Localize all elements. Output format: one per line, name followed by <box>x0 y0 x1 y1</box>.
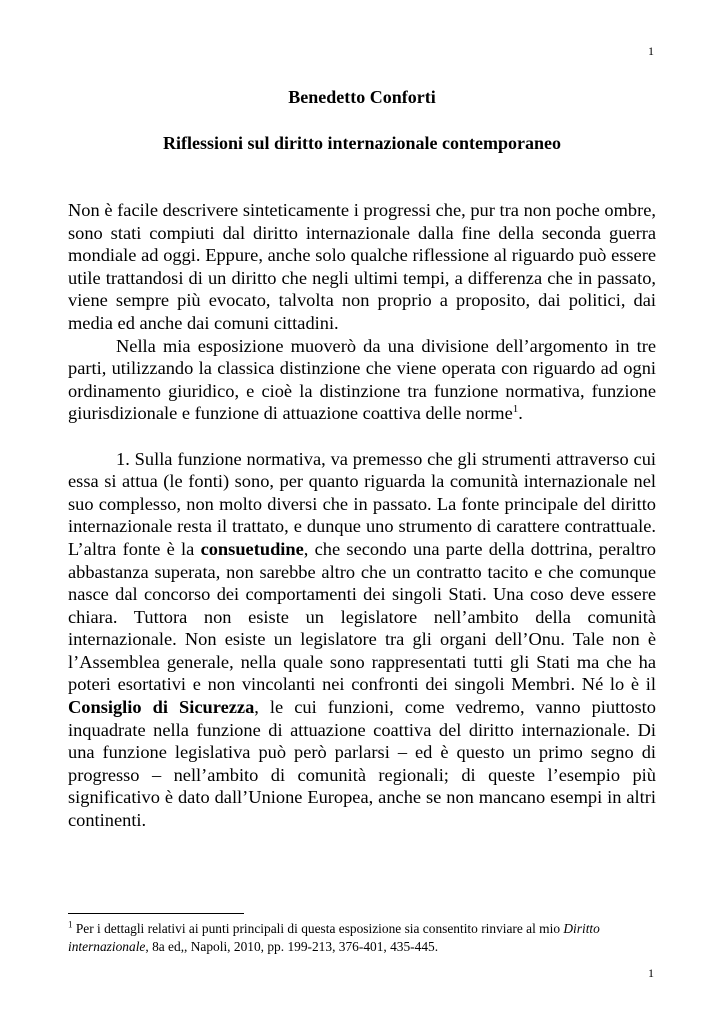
footnote-divider <box>68 913 244 914</box>
paragraph-intro: Non è facile descrivere sinteticamente i progressi che, pur tra non poche ombre, sono stati compiuti dal diritto internazionale dalla fine della seconda guerra mondiale ad oggi. Eppure, anche solo qualche riflessione al riguardo può essere utile trattandosi di un diritto che negli ultimi tempi, a differenza che in passato, viene sempre più evocato, talvolta non proprio a proposito, dai politici, dai media ed anche dai comuni cittadini. <box>68 200 656 333</box>
paragraph-structure <box>68 335 656 425</box>
author-name: Benedetto Conforti <box>288 87 436 107</box>
footnote-marker: 1 <box>68 919 73 930</box>
footnote-text: Per i dettagli relativi ai punti principali di questa esposizione sia consentito rinviare al mio <box>72 921 564 936</box>
paragraph-part: , che secondo una parte della dottrina, peraltro abbastanza superata, non sarebbe altro che un contratto tacito e che comunque nasce dal concorso dei comportamenti dei singoli Stati. Una coso deve essere chiara. Tuttora non esiste un legislatore nell’ambito della comunità internazionale. Non esiste un legislatore tra gli organi dell’Onu. Tale non è l’Assemblea generale, nella quale sono rappresentati tutti gli Stati ma che ha poteri esortativi e non vincolanti nei confronti dei singoli Membri. Né lo è il <box>68 538 656 695</box>
paragraph-part: , le cui funzioni, come vedremo, vanno piuttosto inquadrate nella funzione di attuazione coattiva del diritto internazionale. Di una funzione legislativa può però parlarsi – ed è questo un primo segno di progresso – nell’ambito di comunità regionali; di queste l’esempio più significativo è dato dall’Unione Europea, anche se non mancano esempi in altri continenti. <box>68 697 656 831</box>
page-number-bottom: 1 <box>648 966 654 980</box>
paragraph-structure-end: . <box>518 403 523 424</box>
paragraph-normative-function <box>68 448 656 832</box>
page-number-top: 1 <box>648 44 654 58</box>
footnote <box>68 920 656 956</box>
document-title: Riflessioni sul diritto internazionale contemporaneo <box>163 133 561 153</box>
footnote-reference[interactable]: 1 <box>512 403 519 416</box>
footnote-book-title: Diritto internazionale <box>68 921 600 954</box>
bold-term-consuetudine: consuetudine <box>200 538 304 559</box>
paragraph-structure-text: Nella mia esposizione muoverò da una divisione dell’argomento in tre parti, utilizzando la classica distinzione che viene operata con riguardo ad ogni ordinamento giuridico, e cioè la distinzione tra funzione normativa, funzione giurisdizionale e funzione di attuazione coattiva delle norme <box>68 335 656 424</box>
paragraph-part: 1. Sulla funzione normativa, va premesso che gli strumenti attraverso cui essa si attua (le fonti) sono, per quanto riguarda la comunità internazionale nel suo complesso, non molto diversi che in passato. La fonte principale del diritto internazionale resta il trattato, e dunque uno strumento di carattere contrattuale. L’altra fonte è la <box>68 448 656 559</box>
bold-term-consiglio: Consiglio di Sicurezza <box>68 697 255 718</box>
footnote-text-end: , 8a ed,, Napoli, 2010, pp. 199-213, 376-401, 435-445. <box>145 939 439 954</box>
body-text <box>68 199 656 832</box>
